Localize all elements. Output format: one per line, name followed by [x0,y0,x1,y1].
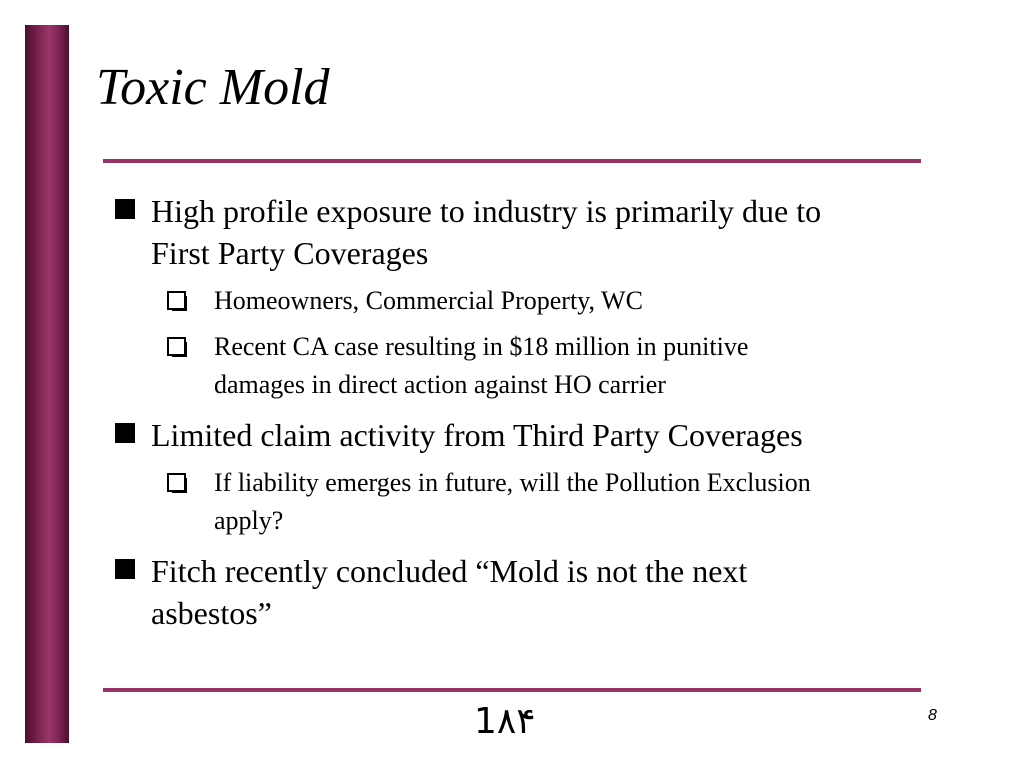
filled-square-icon [115,199,135,219]
bullet-text: Limited claim activity from Third Party Coverages [151,417,803,453]
sub-bullet-item-ca-case [214,328,944,404]
footer-logo: 1۸۴ [474,701,536,742]
bullet-text: First Party Coverages [151,235,429,271]
slide-title: Toxic Mold [96,59,330,116]
shadowed-box-icon [167,291,186,310]
shadowed-box-icon [167,337,186,356]
page-number: 8 [928,707,937,724]
bullet-item-third-party [114,414,944,456]
bullet-item-fitch [114,550,944,634]
bullet-text: High profile exposure to industry is primarily due to [151,193,822,229]
title-divider [103,159,921,163]
bullet-text: Fitch recently concluded “Mold is not the next [151,553,748,589]
sub-bullet-text: Recent CA case resulting in $18 million in punitive [214,332,749,361]
sub-bullet-item-homeowners [214,282,944,320]
filled-square-icon [115,423,135,443]
footer-divider [103,688,921,692]
bullet-text: asbestos” [151,595,272,631]
shadowed-box-icon [167,473,186,492]
bullet-item-first-party [114,190,944,274]
filled-square-icon [115,559,135,579]
bullet-list [114,190,944,634]
sub-bullet-item-pollution-exclusion [214,464,944,540]
sub-bullet-text: apply? [214,506,284,535]
sub-bullet-text: Homeowners, Commercial Property, WC [214,286,643,315]
sub-bullet-text: If liability emerges in future, will the Pollution Exclusion [214,468,811,497]
sub-bullet-text: damages in direct action against HO carrier [214,370,666,399]
decorative-side-bar [25,25,69,743]
